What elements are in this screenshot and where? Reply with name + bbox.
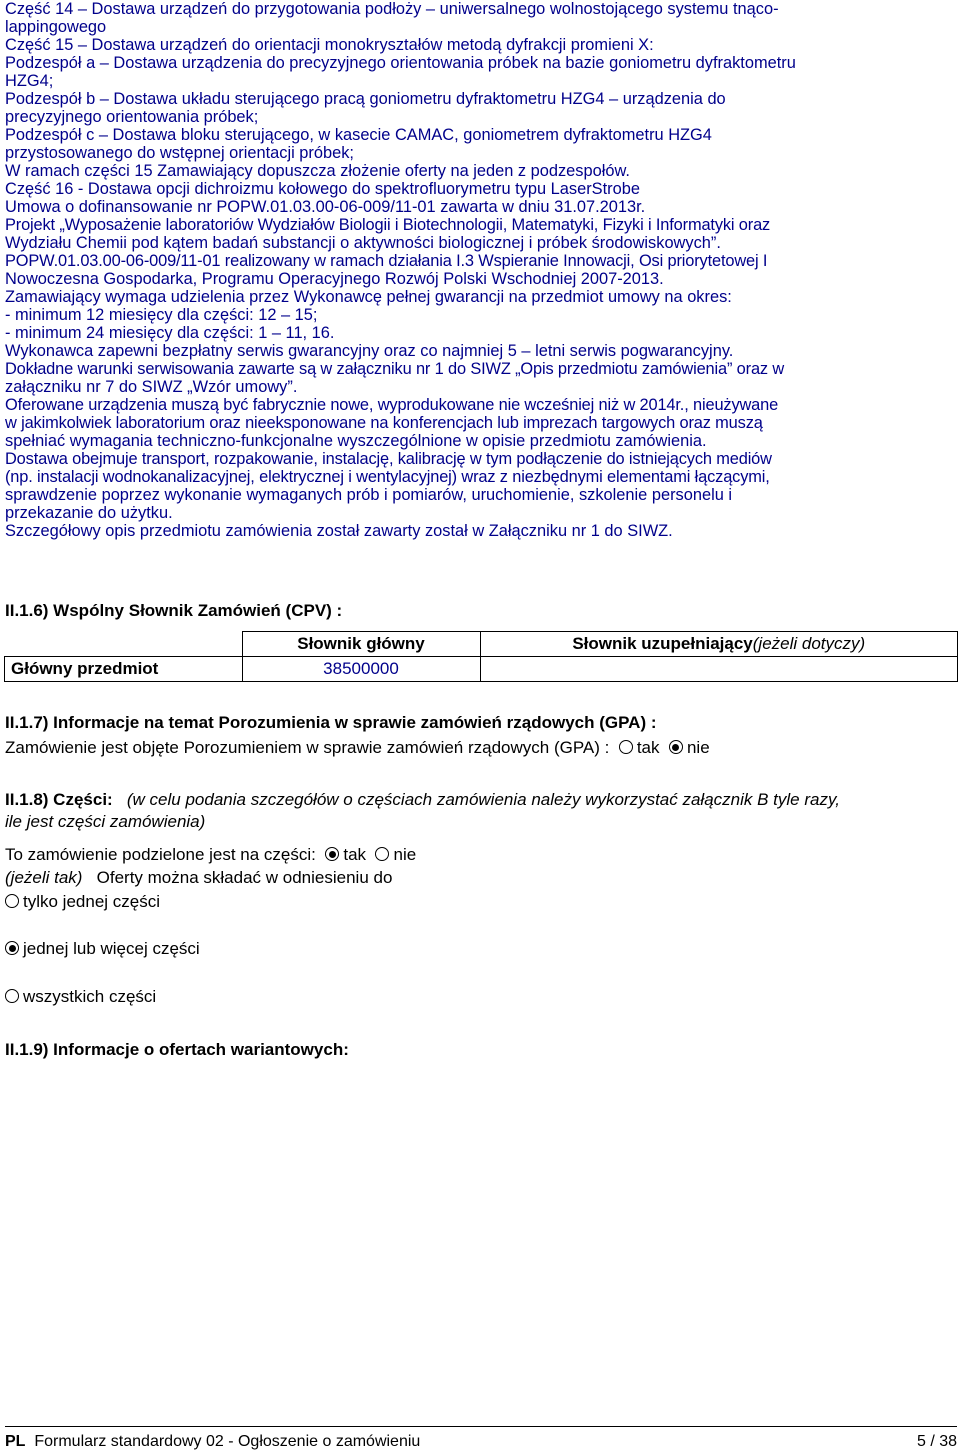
offer-radio-one[interactable]: [5, 894, 19, 908]
gpa-radio-no[interactable]: [669, 740, 683, 754]
description-line: Projekt „Wyposażenie laboratoriów Wydziałów Biologii i Biotechnologii, Matematyki, Fizyki i Informatyki oraz: [5, 216, 771, 234]
parts-heading-note-2: ile jest części zamówienia): [5, 812, 206, 831]
parts-radio-yes[interactable]: [325, 847, 339, 861]
description-line: załączniku nr 7 do SIWZ „Wzór umowy”.: [5, 378, 298, 396]
cpv-main-code: 38500000: [242, 657, 480, 682]
description-line: W ramach części 15 Zamawiający dopuszcza złożenie oferty na jeden z podzespołów.: [5, 162, 630, 180]
description-line: lappingowego: [5, 18, 107, 36]
gpa-radio-yes[interactable]: [619, 740, 633, 754]
description-line: Część 16 - Dostawa opcji dichroizmu kołowego do spektrofluorymetru typu LaserStrobe: [5, 180, 640, 198]
description-line: Część 14 – Dostawa urządzeń do przygotowania podłoży – uniwersalnego wolnostojącego systemu tnąco-: [5, 0, 779, 18]
description-line: Oferowane urządzenia muszą być fabrycznie nowe, wyprodukowane nie wcześniej niż w 2014r., nieużywane: [5, 396, 779, 414]
description-line: HZG4;: [5, 72, 54, 90]
description-line: Podzespół b – Dostawa układu sterującego pracą goniometru dyfraktometru HZG4 – urządzenia do: [5, 90, 726, 108]
gpa-yes-label: tak: [636, 738, 660, 757]
description-line: Podzespół c – Dostawa bloku sterującego, w kasecie CAMAC, goniometrem dyfraktometru HZG4: [5, 126, 712, 144]
description-line: Szczegółowy opis przedmiotu zamówienia został zawarty został w Załączniku nr 1 do SIWZ.: [5, 522, 673, 540]
description-line: spełniać wymagania techniczno-funkcjonalne wyszczególnione w opisie przedmiotu zamówienia.: [5, 432, 707, 450]
footer-left: [5, 1433, 420, 1451]
description-line: Podzespół a – Dostawa urządzenia do precyzyjnego orientowania próbek na bazie goniometru dyfraktometru: [5, 54, 796, 72]
offer-option-label: wszystkich części: [23, 987, 157, 1006]
description-line: w jakimkolwiek laboratorium oraz nieeksponowane na konferencjach lub imprezach targowych oraz muszą: [5, 414, 763, 432]
offer-option-row: [5, 987, 156, 1007]
parts-yes-label: tak: [343, 845, 367, 864]
cpv-col-extra-label: Słownik uzupełniający: [572, 634, 753, 653]
offer-option-label: jednej lub więcej części: [23, 939, 200, 958]
gpa-heading: II.1.7) Informacje na temat Porozumienia w sprawie zamówień rządowych (GPA) :: [5, 713, 657, 732]
description-line: przystosowanego do wstępnej orientacji próbek;: [5, 144, 354, 162]
description-line: - minimum 24 miesięcy dla części: 1 – 11, 16.: [5, 324, 335, 342]
parts-offers-row: [5, 868, 392, 888]
parts-question-row: [5, 845, 416, 865]
parts-radio-no[interactable]: [375, 847, 389, 861]
parts-question: To zamówienie podzielone jest na części:: [5, 845, 316, 864]
description-line: Wykonawca zapewni bezpłatny serwis gwarancyjny oraz co najmniej 5 – letni serwis pogwarancyjny.: [5, 342, 734, 360]
cpv-heading: II.1.6) Wspólny Słownik Zamówień (CPV) :: [5, 601, 343, 620]
parts-no-label: nie: [393, 845, 417, 864]
description-line: - minimum 12 miesięcy dla części: 12 – 15;: [5, 306, 318, 324]
description-line: Zamawiający wymaga udzielenia przez Wykonawcę pełnej gwarancji na przedmiot umowy na okres:: [5, 288, 732, 306]
cpv-col-extra: [480, 632, 958, 657]
offer-option-row: [5, 939, 200, 959]
description-line: Dokładne warunki serwisowania zawarte są w załączniku nr 1 do SIWZ „Opis przedmiotu zamówienia” oraz w: [5, 360, 785, 378]
footer-form-name: Formularz standardowy 02 - Ogłoszenie o zamówieniu: [34, 1433, 421, 1450]
footer-lang: PL: [5, 1433, 26, 1450]
parts-heading-note: (w celu podania szczegółów o częściach zamówienia należy wykorzystać załącznik B tyle razy,: [126, 790, 840, 809]
cpv-col-main: Słownik główny: [242, 632, 480, 657]
offer-option-label: tylko jednej części: [23, 892, 161, 911]
footer-page-number: 5 / 38: [916, 1433, 957, 1450]
description-line: przekazanie do użytku.: [5, 504, 173, 522]
parts-heading: II.1.8) Części:: [5, 790, 113, 809]
gpa-no-label: nie: [686, 738, 710, 757]
gpa-question: Zamówienie jest objęte Porozumieniem w sprawie zamówień rządowych (GPA) :: [5, 738, 610, 757]
description-line: Nowoczesna Gospodarka, Programu Operacyjnego Rozwój Polski Wschodniej 2007-2013.: [5, 270, 664, 288]
cpv-table: [4, 631, 958, 682]
description-line: Część 15 – Dostawa urządzeń do orientacji monokryształów metodą dyfrakcji promieni X:: [5, 36, 654, 54]
description-line: (np. instalacji wodnokanalizacyjnej, elektrycznej i wentylacyjnej) wraz z niezbędnymi elementami łączącymi,: [5, 468, 770, 486]
cpv-row-label: Główny przedmiot: [5, 657, 243, 682]
description-block: [5, 0, 955, 540]
description-line: Umowa o dofinansowanie nr POPW.01.03.00-06-009/11-01 zawarta w dniu 31.07.2013r.: [5, 198, 646, 216]
offer-option-row: [5, 892, 160, 912]
parts-if-yes: (jeżeli tak): [5, 868, 83, 887]
offer-radio-one-or-more[interactable]: [5, 941, 19, 955]
variants-heading: II.1.9) Informacje o ofertach wariantowych:: [5, 1040, 349, 1059]
cpv-empty-cell: [5, 632, 243, 657]
gpa-question-row: [5, 738, 710, 758]
description-line: Dostawa obejmuje transport, rozpakowanie, instalację, kalibrację w tym podłączenie do istniejących mediów: [5, 450, 772, 468]
page-footer: [5, 1426, 957, 1452]
cpv-col-extra-note: (jeżeli dotyczy): [752, 634, 866, 653]
parts-offers-label: Oferty można składać w odniesieniu do: [96, 868, 393, 887]
offer-radio-all[interactable]: [5, 989, 19, 1003]
description-line: sprawdzenie poprzez wykonanie wymaganych prób i pomiarów, uruchomienie, szkolenie personelu i: [5, 486, 733, 504]
cpv-extra-code: [480, 657, 958, 682]
description-line: precyzyjnego orientowania próbek;: [5, 108, 259, 126]
description-line: POPW.01.03.00-06-009/11-01 realizowany w ramach działania I.3 Wspieranie Innowacji, Osi priorytetowej I: [5, 252, 768, 270]
parts-heading-row: [5, 790, 840, 810]
description-line: Wydziału Chemii pod kątem badań substancji o aktywności biologicznej i próbek środowiskowych”.: [5, 234, 721, 252]
